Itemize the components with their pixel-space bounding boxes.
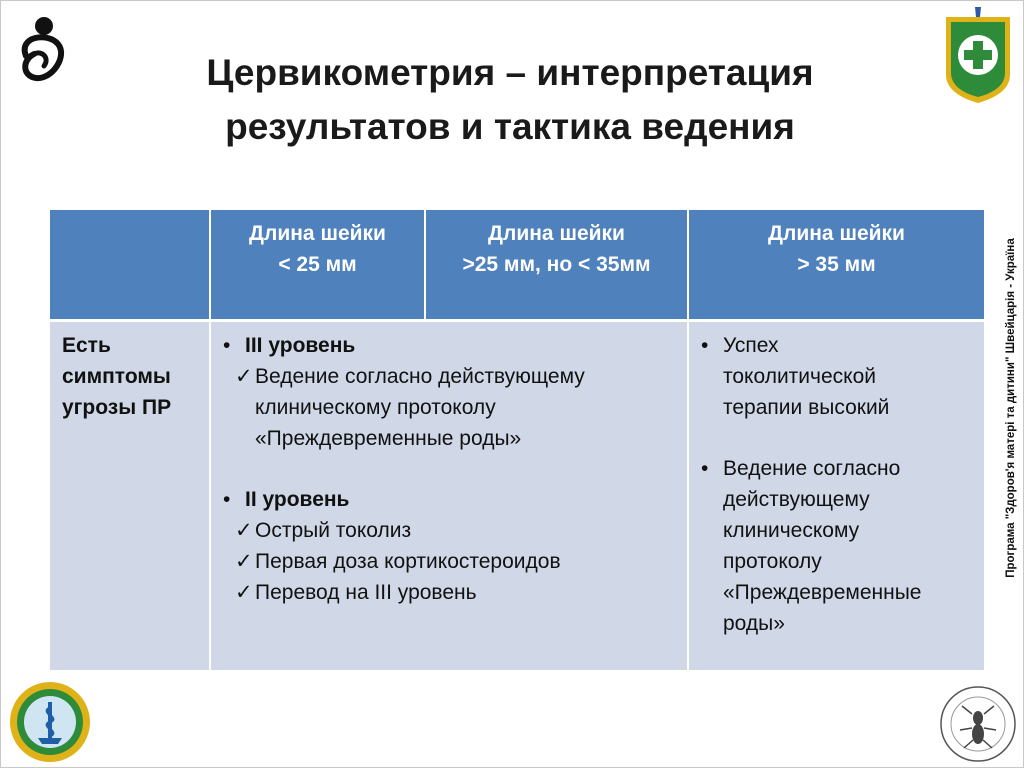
text-line: Успех <box>723 333 779 357</box>
row-header-line: Есть <box>62 333 111 357</box>
checklist-text: Перевод на III уровень <box>255 580 477 604</box>
side-caption-text: Програма "Здоров'я матері та дитини" Швейцарія - Україна <box>1005 237 1017 578</box>
cervicometry-table <box>50 210 984 670</box>
checklist-text: Первая доза кортикостероидов <box>255 549 561 573</box>
text-line: Ведение согласно <box>723 456 901 480</box>
title-line-1: Цервикометрия – интерпретация <box>206 52 814 93</box>
header-length-lt25 <box>210 210 425 320</box>
checkmark-icon: ✓ <box>235 580 253 604</box>
header-label: Длина шейки <box>488 222 625 245</box>
checklist-text: Острый токолиз <box>255 518 412 542</box>
text-line: терапии высокий <box>723 395 890 419</box>
checklist-item <box>223 361 677 392</box>
level-3-label: III уровень <box>245 333 356 357</box>
header-length-gt35 <box>688 210 984 320</box>
row-header-line: угрозы ПР <box>62 395 172 419</box>
indent-spacer <box>235 423 255 454</box>
row-header-symptoms <box>50 320 210 670</box>
ministry-crest-icon <box>942 5 1014 105</box>
header-value: > 35 мм <box>797 253 876 276</box>
text-line: действующему <box>723 487 870 511</box>
bullet-icon: • <box>701 333 709 357</box>
checklist-text: «Преждевременные роды» <box>255 426 522 450</box>
header-value: >25 мм, но < 35мм <box>462 253 651 276</box>
list-item <box>701 330 974 423</box>
header-length-25-35 <box>425 210 688 320</box>
checklist-text: Ведение согласно действующему <box>255 364 585 388</box>
title-line-2: результатов и тактика ведения <box>225 106 795 147</box>
spacer <box>223 454 677 484</box>
header-empty <box>50 210 210 320</box>
indent-spacer <box>235 392 255 423</box>
checklist-item <box>223 546 677 577</box>
list-item-text <box>723 330 889 423</box>
list-item-text <box>723 453 921 639</box>
text-line: роды» <box>723 611 785 635</box>
level-2-item <box>223 484 677 515</box>
header-value: < 25 мм <box>278 253 357 276</box>
header-label: Длина шейки <box>768 222 905 245</box>
checklist-text: клиническому протоколу <box>255 395 496 419</box>
checklist-continuation <box>223 423 677 454</box>
row-header-line: симптомы <box>62 364 171 388</box>
cell-gt35 <box>688 320 984 670</box>
text-line: протоколу <box>723 549 822 573</box>
cell-levels <box>210 320 688 670</box>
text-line: клиническому <box>723 518 860 542</box>
bullet-icon: • <box>701 456 709 480</box>
table-header-row <box>50 210 984 320</box>
swiss-institute-seal-icon <box>938 684 1018 764</box>
header-label: Длина шейки <box>249 222 386 245</box>
bullet-icon: • <box>223 487 231 511</box>
checkmark-icon: ✓ <box>235 364 253 388</box>
checklist-item <box>223 515 677 546</box>
side-caption <box>1001 210 1021 605</box>
text-line: токолитической <box>723 364 876 388</box>
checkmark-icon: ✓ <box>235 549 253 573</box>
checkmark-icon: ✓ <box>235 518 253 542</box>
bullet-icon: • <box>223 333 231 357</box>
spacer <box>701 423 974 453</box>
text-line: «Преждевременные <box>723 580 922 604</box>
list-item <box>701 453 974 639</box>
slide-title <box>90 46 930 154</box>
medical-emblem-icon <box>8 680 92 764</box>
level-2-label: II уровень <box>245 487 350 511</box>
level-3-item <box>223 330 677 361</box>
mother-child-logo-icon <box>8 8 80 88</box>
checklist-continuation <box>223 392 677 423</box>
checklist-item <box>223 577 677 608</box>
table-row <box>50 320 984 670</box>
